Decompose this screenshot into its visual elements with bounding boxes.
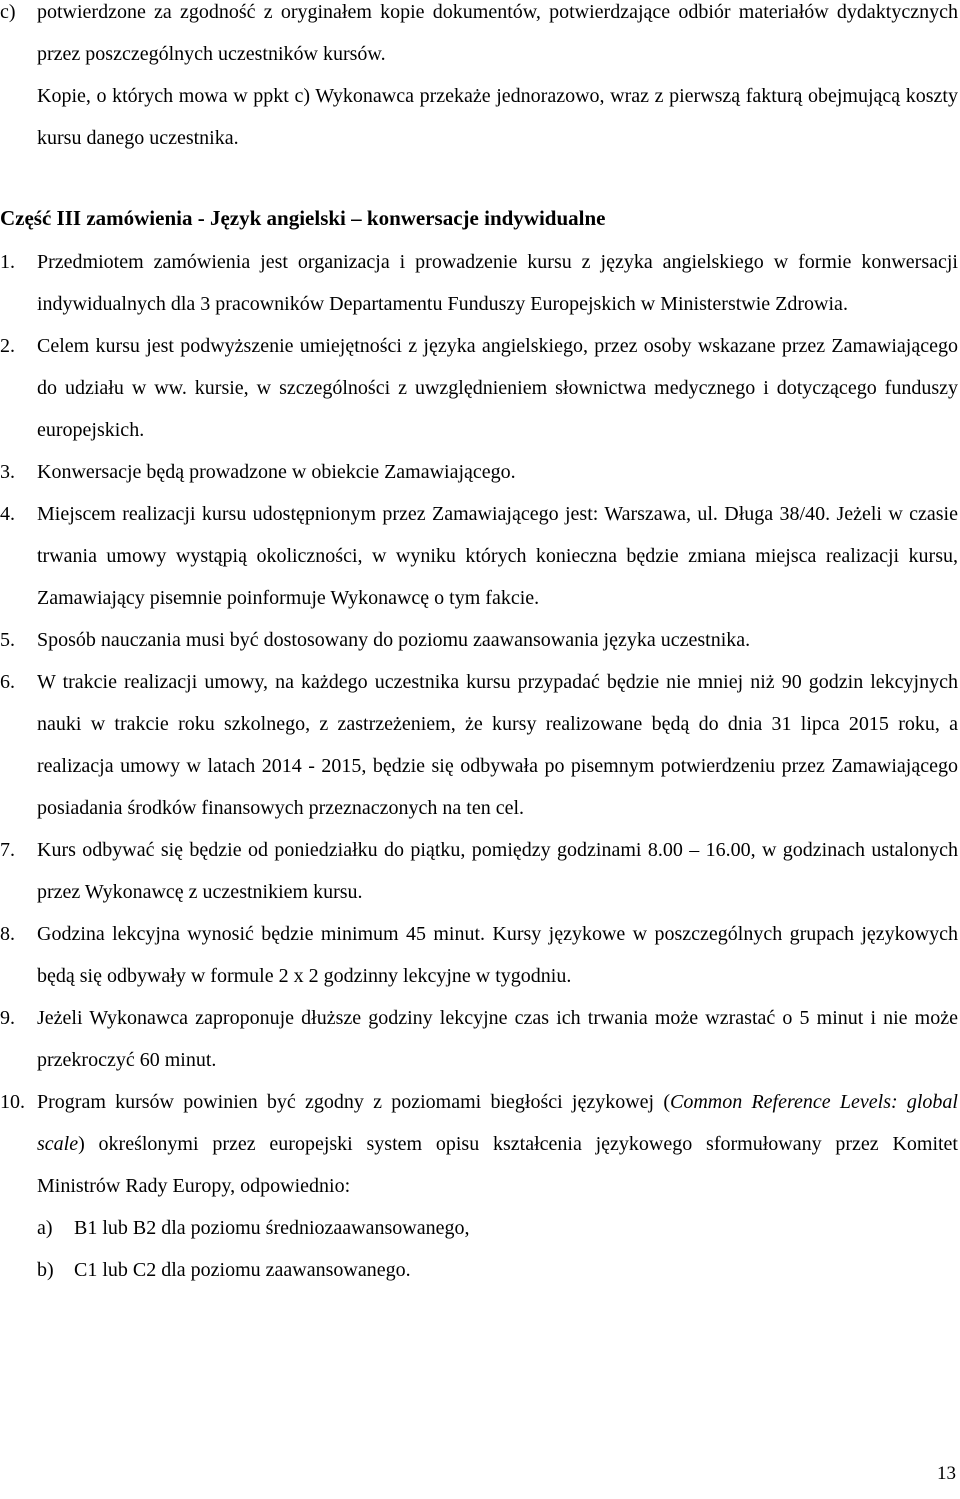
list-item-number: 8.: [0, 923, 15, 945]
list-item-text: Kurs odbywać się będzie od poniedziałku do piątku, pomiędzy godzinami 8.00 – 16.00, w godzinach ustalonych przez Wykonawcę z uczestnikiem kursu.: [37, 839, 958, 903]
list-item-number: 6.: [0, 671, 15, 693]
list-item-text: W trakcie realizacji umowy, na każdego uczestnika kursu przypadać będzie nie mniej niż 90 godzin lekcyjnych nauki w trakcie roku szkolnego, z zastrzeżeniem, że kursy realizowane będą do dnia 31 lipca 2015 roku, a realizacja umowy w latach 2014 - 2015, będzie się odbywała po pisemnym potwierdzeniu przez Zamawiającego posiadania środków finansowych przeznaczonych na ten cel.: [37, 671, 958, 819]
list-item-9: [0, 997, 958, 1081]
sub-item-label: b): [37, 1259, 54, 1281]
sub-item-label: a): [37, 1217, 53, 1239]
list-item-2: [0, 325, 958, 451]
list-item-number: 3.: [0, 461, 15, 483]
list-item-7: [0, 829, 958, 913]
list-item-text: Przedmiotem zamówienia jest organizacja i prowadzenie kursu z języka angielskiego w formie konwersacji indywidualnych dla 3 pracowników Departamentu Funduszy Europejskich w Ministerstwie Zdrowia.: [37, 251, 958, 315]
list-item-number: 1.: [0, 251, 15, 273]
list-item-text: Konwersacje będą prowadzone w obiekcie Zamawiającego.: [37, 461, 516, 483]
list-item-1: [0, 241, 958, 325]
list-item-text: Sposób nauczania musi być dostosowany do poziomu zaawansowania języka uczestnika.: [37, 629, 751, 651]
list-item-number: 5.: [0, 629, 15, 651]
page-number: 13: [937, 1463, 956, 1484]
sub-item-b: [0, 1249, 958, 1291]
list-item-10-text-before: Program kursów powinien być zgodny z poziomami biegłości językowej (: [37, 1091, 670, 1113]
list-item-10-text-italic: Common Reference Levels: global scale: [37, 1091, 958, 1155]
intro-kopie-paragraph: [0, 75, 958, 159]
sub-item-a: [0, 1207, 958, 1249]
list-item-10-text-after: ) określonymi przez europejski system opisu kształcenia językowego sformułowany przez Komitet Ministrów Rady Europy, odpowiednio:: [37, 1133, 958, 1197]
list-item-8: [0, 913, 958, 997]
list-item-number: 7.: [0, 839, 15, 861]
list-item-3: [0, 451, 958, 493]
list-item-text: Jeżeli Wykonawca zaproponuje dłuższe godziny lekcyjne czas ich trwania może wzrastać o 5 minut i nie może przekroczyć 60 minut.: [37, 1007, 958, 1071]
list-item-6: [0, 661, 958, 829]
list-item-number: 10.: [0, 1091, 25, 1113]
list-item-number: 2.: [0, 335, 15, 357]
list-item-number: 4.: [0, 503, 15, 525]
list-item-text: Godzina lekcyjna wynosić będzie minimum 45 minut. Kursy językowe w poszczególnych grupach językowych będą się odbywały w formule 2 x 2 godzinny lekcyjne w tygodniu.: [37, 923, 958, 987]
list-item-text: [37, 1081, 958, 1207]
intro-item-c-label: c): [0, 1, 16, 23]
sub-item-text: B1 lub B2 dla poziomu średniozaawansowanego,: [74, 1217, 470, 1239]
intro-kopie-text: Kopie, o których mowa w ppkt c) Wykonawca przekaże jednorazowo, wraz z pierwszą fakturą obejmującą koszty kursu danego uczestnika.: [37, 85, 958, 149]
intro-item-c: [0, 0, 958, 75]
list-item-4: [0, 493, 958, 619]
list-item-text: Celem kursu jest podwyższenie umiejętności z języka angielskiego, przez osoby wskazane przez Zamawiającego do udziału w ww. kursie, w szczególności z uwzględnieniem słownictwa medycznego i dotyczącego funduszy europejskich.: [37, 335, 958, 441]
list-item-number: 9.: [0, 1007, 15, 1029]
intro-item-c-text: potwierdzone za zgodność z oryginałem kopie dokumentów, potwierdzające odbiór materiałów dydaktycznych przez poszczególnych uczestników kursów.: [37, 1, 958, 65]
list-item-10: [0, 1081, 958, 1207]
sub-item-text: C1 lub C2 dla poziomu zaawansowanego.: [74, 1259, 411, 1281]
list-item-5: [0, 619, 958, 661]
section-heading: Część III zamówienia - Język angielski – konwersacje indywidualne: [0, 206, 606, 230]
list-item-text: Miejscem realizacji kursu udostępnionym przez Zamawiającego jest: Warszawa, ul. Długa 38/40. Jeżeli w czasie trwania umowy wystąpią okoliczności, w wyniku których konieczna będzie zmiana miejsca realizacji kursu, Zamawiający pisemnie poinformuje Wykonawcę o tym fakcie.: [37, 503, 958, 609]
